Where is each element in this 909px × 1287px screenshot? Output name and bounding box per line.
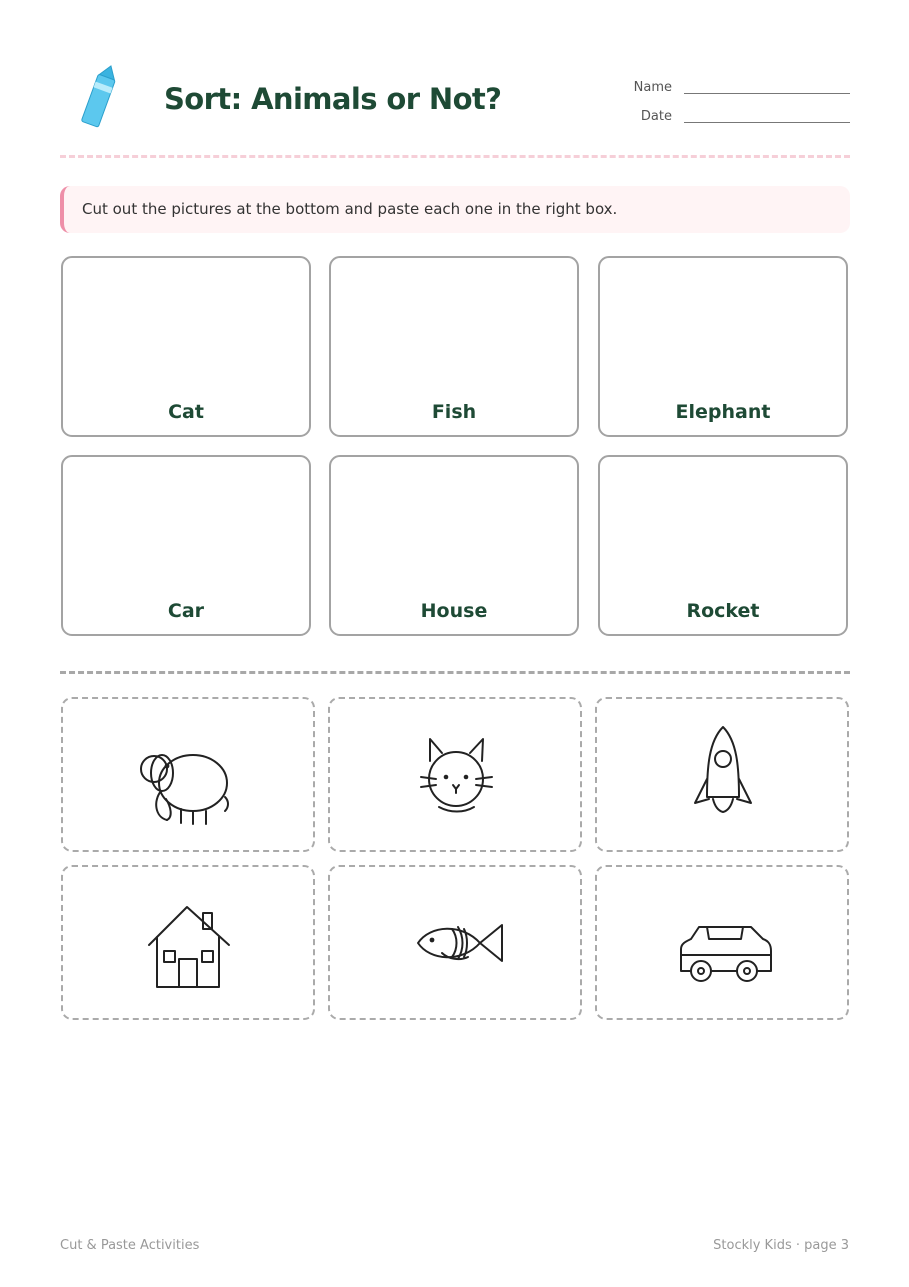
- fish-icon: [330, 867, 580, 1018]
- paste-box-rocket[interactable]: [598, 455, 848, 636]
- instruction-box: [60, 186, 850, 233]
- footer-left: Cut & Paste Activities: [60, 1238, 200, 1253]
- footer-right: Stockly Kids · page 3: [713, 1238, 849, 1253]
- cutout-card-fish[interactable]: [328, 865, 582, 1020]
- crayon-icon: [76, 62, 124, 130]
- paste-box-label: House: [420, 600, 488, 622]
- paste-box-house[interactable]: [329, 455, 579, 636]
- instruction-text: Cut out the pictures at the bottom and paste each one in the right box.: [82, 200, 618, 218]
- paste-box-label: Rocket: [686, 600, 760, 622]
- page-title: Sort: Animals or Not?: [164, 82, 502, 116]
- date-label: Date: [640, 109, 672, 124]
- elephant-icon: [63, 699, 313, 850]
- date-line[interactable]: [684, 122, 850, 123]
- car-icon: [597, 867, 847, 1018]
- house-icon: [63, 867, 313, 1018]
- cutout-card-rocket[interactable]: [595, 697, 849, 852]
- cat-icon: [330, 699, 580, 850]
- name-line[interactable]: [684, 93, 850, 94]
- name-label: Name: [633, 80, 672, 95]
- paste-box-label: Cat: [168, 401, 204, 423]
- paste-box-fish[interactable]: [329, 256, 579, 437]
- cutout-card-car[interactable]: [595, 865, 849, 1020]
- paste-box-label: Car: [167, 600, 205, 622]
- paste-box-label: Fish: [431, 401, 477, 423]
- paste-box-car[interactable]: [61, 455, 311, 636]
- cutout-card-house[interactable]: [61, 865, 315, 1020]
- cutout-card-cat[interactable]: [328, 697, 582, 852]
- header-divider: [60, 155, 850, 158]
- cut-line: [60, 671, 850, 674]
- name-field[interactable]: [620, 74, 850, 98]
- paste-box-elephant[interactable]: [598, 256, 848, 437]
- paste-box-cat[interactable]: [61, 256, 311, 437]
- paste-box-label: Elephant: [675, 401, 771, 423]
- cutout-card-elephant[interactable]: [61, 697, 315, 852]
- rocket-icon: [597, 699, 847, 850]
- date-field[interactable]: [620, 103, 850, 127]
